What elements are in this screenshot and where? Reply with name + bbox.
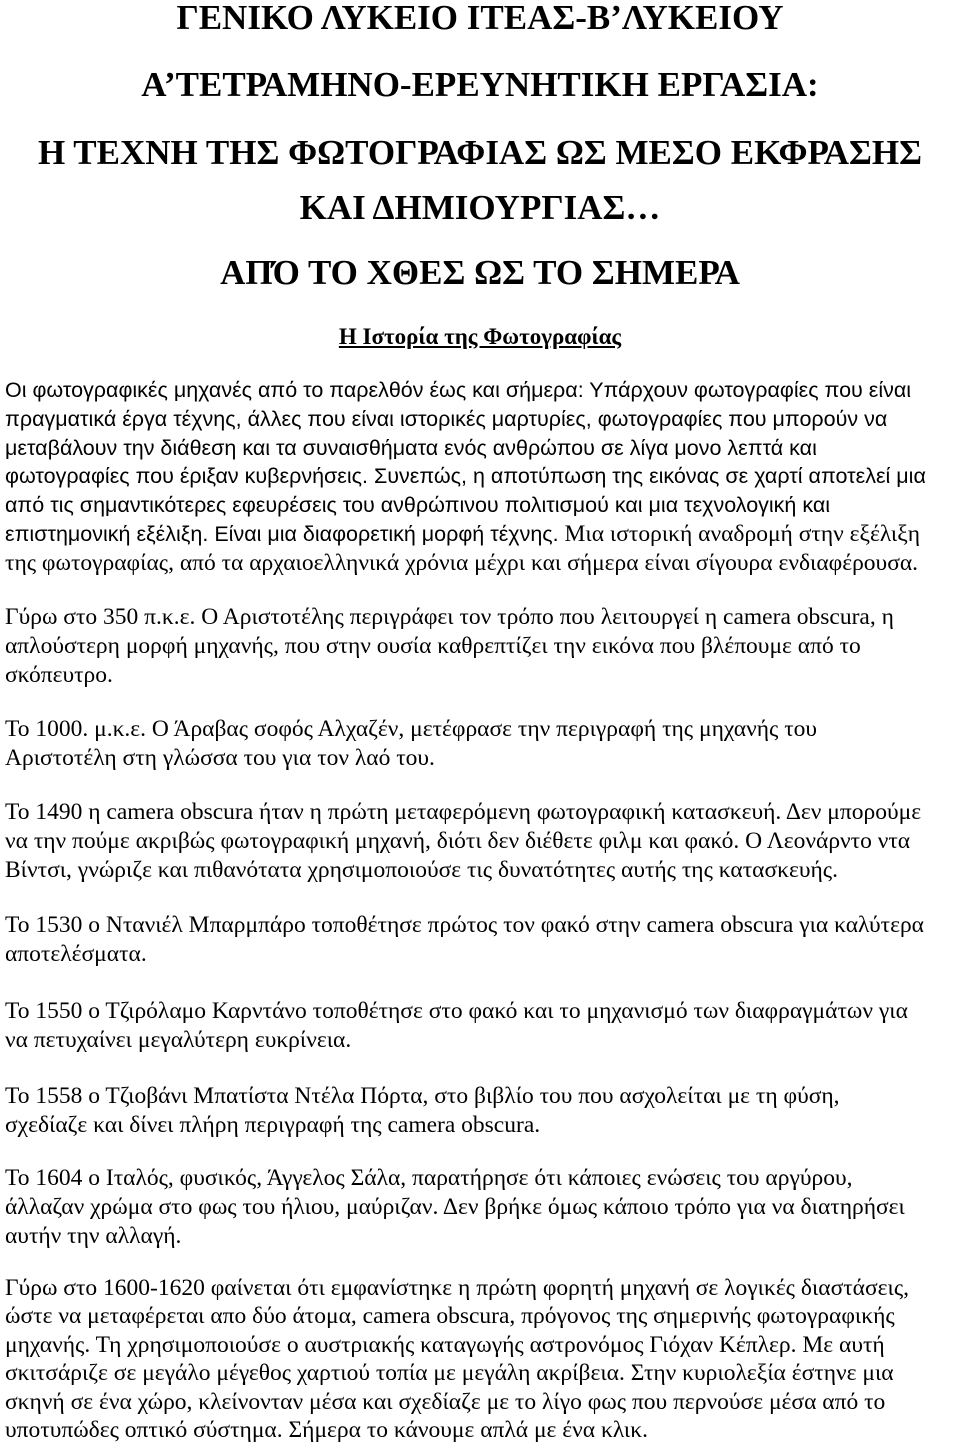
text-line: πραγματικά έργα τέχνης, άλλες που είναι ιστορικές μαρτυρίες, φωτογραφίες που μπορούν να	[5, 406, 888, 431]
paragraph	[5, 1082, 955, 1140]
text-line: μεταβάλουν την διάθεση και τα συναισθήματα ενός ανθρώπου σε λίγα μονο λεπτά και	[5, 435, 817, 460]
text-line: Οι φωτογραφικές μηχανές από το παρελθόν έως και σήμερα: Υπάρχουν φωτογραφίες που είναι	[5, 378, 912, 402]
text-segment: Μια ιστορική αναδρομή στην εξέλιξη	[564, 520, 921, 547]
text-line: Το 1558 ο Τζιοβάνι Μπατίστα Ντέλα Πόρτα, στο βιβλίο του που ασχολείται με τη φύση,	[5, 1083, 840, 1109]
text-line: από τις σημαντικότερες εφευρέσεις του ανθρώπινου πολιτισμού και μια τεχνολογική και	[5, 493, 831, 518]
section-heading	[0, 323, 960, 351]
text-line: σκόπευτρο.	[5, 661, 113, 688]
title-line: ΚΑΙ ΔΗΜΙΟΥΡΓΙΑΣ…	[299, 188, 661, 227]
text-line: Το 1530 ο Ντανιέλ Μπαρμπάρο τοποθέτησε πρώτος τον φακό στην camera obscura για καλύτερα	[5, 912, 924, 938]
text-line: Αριστοτέλη στη γλώσσα του για τον λαό του.	[5, 744, 435, 771]
paragraph	[5, 603, 955, 689]
paragraph	[5, 911, 955, 969]
text-line: αυτήν την αλλαγή.	[5, 1222, 182, 1249]
text-line: να την πούμε ακριβώς φωτογραφική μηχανή, διότι δεν διέθετε φιλμ και φακό. Ο Λεονάρντο ντα	[5, 827, 911, 854]
text-line	[5, 520, 955, 549]
paragraph	[5, 1164, 955, 1250]
text-line: να πετυχαίνει μεγαλύτερη ευκρίνεια.	[5, 1026, 352, 1053]
section-heading-text: Η Ιστορία της Φωτογραφίας	[338, 324, 622, 349]
paragraph	[5, 715, 955, 773]
subtitle: ΑΠΌ ΤΟ ΧΘΕΣ ΩΣ ΤΟ ΣΗΜΕΡΑ	[220, 253, 740, 292]
text-line: απλούστερη μορφή μηχανής, που στην ουσία καθρεπτίζει την εικόνα που βλέπουμε από το	[5, 632, 861, 659]
text-line: Το 1490 η camera obscura ήταν η πρώτη μεταφερόμενη φωτογραφική κατασκευή. Δεν μπορούμε	[5, 799, 922, 825]
text-line: Το 1000. μ.κ.ε. Ο Άραβας σοφός Αλχαζέν, μετέφρασε την περιγραφή της μηχανής του	[5, 716, 818, 742]
text-line: αποτελέσματα.	[5, 940, 147, 967]
text-line: άλλαζαν χρώμα στο φως του ήλιου, μαύριζαν. Δεν βρήκε όμως κάποιο τρόπο για να διατηρήσει	[5, 1193, 905, 1220]
text-line: της φωτογραφίας, από τα αρχαιοελληνικά χρόνια μέχρι και σήμερα είναι σίγουρα ενδιαφέρουσα.	[5, 549, 919, 576]
text-line: φωτογραφίες που έριξαν κυβερνήσεις. Συνεπώς, η αποτύπωση της εικόνας σε χαρτί αποτελεί μια	[5, 464, 926, 489]
text-line: υποτυπώδες οπτικό σύστημα. Σήμερα το κάνουμε απλά με ένα κλικ.	[5, 1416, 648, 1443]
title-line: Η ΤΕΧΝΗ ΤΗΣ ΦΩΤΟΓΡΑΦΙΑΣ ΩΣ ΜΕΣΟ ΕΚΦΡΑΣΗΣ	[37, 133, 923, 172]
paragraph	[5, 997, 955, 1055]
text-line: Το 1604 ο Ιταλός, φυσικός, Άγγελος Σάλα, παρατήρησε ότι κάποιες ενώσεις του αργύρου,	[5, 1165, 853, 1191]
paragraph	[5, 1274, 955, 1444]
text-line: Γύρω στο 350 π.κ.ε. Ο Αριστοτέλης περιγράφει τον τρόπο που λειτουργεί η camera obscura, η	[5, 604, 894, 630]
intro-paragraph	[5, 376, 955, 578]
paragraph	[5, 798, 955, 884]
text-line: σκηνή σε ένα χώρο, κλείνονταν μέσα και σχεδίαζε με το λίγο φως που περνούσε μέσα από το	[5, 1388, 886, 1415]
school-name: ΓΕΝΙΚΟ ΛΥΚΕΙΟ ΙΤΕΑΣ-Β’ΛΥΚΕΙΟΥ	[176, 0, 784, 37]
text-segment: επιστημονική εξέλιξη. Είναι μια διαφορετική μορφή τέχνης.	[5, 521, 559, 546]
assignment-label: Α’ΤΕΤΡΑΜΗΝΟ-ΕΡΕΥΝΗΤΙΚΗ ΕΡΓΑΣΙΑ:	[141, 65, 819, 104]
text-line: Γύρω στο 1600-1620 φαίνεται ότι εμφανίστηκε η πρώτη φορητή μηχανή σε λογικές διαστάσεις,	[5, 1275, 910, 1301]
text-line: Βίντσι, γνώριζε και πιθανότατα χρησιμοποιούσε τις δυνατότητες αυτής της κατασκευής.	[5, 856, 838, 883]
text-line: Το 1550 ο Τζιρόλαμο Καρντάνο τοποθέτησε στο φακό και το μηχανισμό των διαφραγμάτων για	[5, 998, 908, 1024]
text-line: σκιτσάριζε σε μεγάλο μέγεθος χαρτιού τοπία με μεγάλη ακρίβεια. Στην κυριολεξία έστηνε μια	[5, 1360, 894, 1387]
text-line: σχεδίαζε και δίνει πλήρη περιγραφή της camera obscura.	[5, 1111, 541, 1138]
text-line: μηχανής. Τη χρησιμοποιούσε ο αυστριακής καταγωγής αστρονόμος Γιόχαν Κέπλερ. Με αυτή	[5, 1331, 885, 1358]
text-line: ώστε να μεταφέρεται απο δύο άτομα, camera obscura, πρόγονος της σημερινής φωτογραφικής	[5, 1303, 895, 1330]
